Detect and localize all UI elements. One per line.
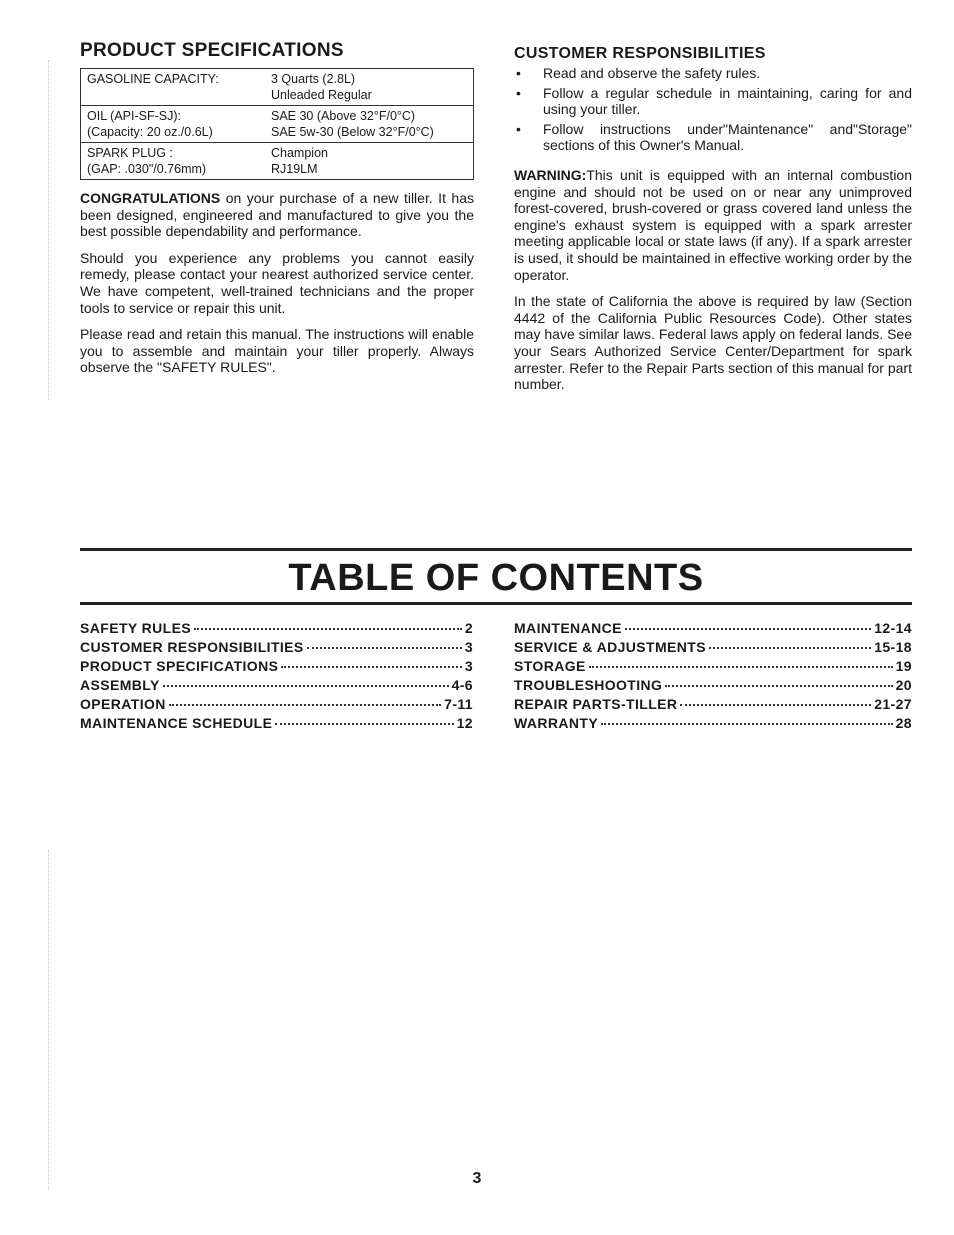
toc-entry-warranty: WARRANTY 28 — [514, 715, 912, 731]
toc-entry-assembly: ASSEMBLY 4-6 — [80, 677, 473, 693]
toc-entry-product-specifications: PRODUCT SPECIFICATIONS 3 — [80, 658, 473, 674]
toc-entry-troubleshooting: TROUBLESHOOTING 20 — [514, 677, 912, 693]
scan-edge-mark — [48, 850, 49, 1190]
specifications-table — [80, 68, 474, 180]
toc-entry-service-adjustments: SERVICE & ADJUSTMENTS 15-18 — [514, 639, 912, 655]
congratulations-paragraph: CONGRATULATIONS on your purchase of a new tiller. It has been designed, engineered and manufactured to give you the best possible dependability and performance. — [80, 190, 474, 240]
table-row — [81, 106, 474, 143]
spec-value: SAE 30 (Above 32°F/0°C) SAE 5w-30 (Below 32°F/0°C) — [265, 106, 474, 143]
toc-right-column — [514, 620, 912, 734]
responsibilities-list — [514, 65, 912, 154]
bullet-icon: • — [516, 84, 521, 101]
toc-entry-maintenance: MAINTENANCE 12-14 — [514, 620, 912, 636]
page-number: 3 — [472, 1170, 482, 1187]
spec-value: Champion RJ19LM — [265, 143, 474, 180]
service-center-paragraph: Should you experience any problems you cannot easily remedy, please contact your nearest authorized service center. We have competent, well-trained technicians and the proper tools to service or repair this unit. — [80, 249, 474, 316]
bullet-icon: • — [516, 120, 521, 137]
toc-entry-repair-parts-tiller: REPAIR PARTS-TILLER 21-27 — [514, 696, 912, 712]
toc-bottom-rule — [80, 602, 912, 605]
toc-entry-safety-rules: SAFETY RULES 2 — [80, 620, 473, 636]
bullet-icon: • — [516, 65, 521, 81]
toc-top-rule — [80, 548, 912, 551]
toc-entry-maintenance-schedule: MAINTENANCE SCHEDULE 12 — [80, 715, 473, 731]
california-law-paragraph: In the state of California the above is required by law (Section 4442 of the California Public Resources Code). Other states may have similar laws. Federal laws apply on federal lands. See your Sears Authorized Service Center/Department for spark arrester. Refer to the Repair Parts section of this manual for part number. — [514, 293, 912, 393]
spec-label: GASOLINE CAPACITY: — [81, 69, 266, 106]
table-row — [81, 143, 474, 180]
toc-entry-storage: STORAGE 19 — [514, 658, 912, 674]
toc-left-column — [80, 620, 473, 734]
toc-entry-operation: OPERATION 7-11 — [80, 696, 473, 712]
toc-title: TABLE OF CONTENTS — [288, 557, 704, 599]
customer-responsibilities-heading: CUSTOMER RESPONSIBILITIES — [514, 45, 766, 62]
toc-entry-customer-responsibilities: CUSTOMER RESPONSIBILITIES 3 — [80, 639, 473, 655]
list-item: • Follow instructions under"Maintenance" and"Storage" sections of this Owner's Manual. — [516, 120, 912, 154]
product-specifications-section — [80, 40, 474, 376]
product-specifications-heading: PRODUCT SPECIFICATIONS — [80, 40, 344, 61]
spec-value: 3 Quarts (2.8L) Unleaded Regular — [265, 69, 474, 106]
list-item: • Follow a regular schedule in maintaining, caring for and using your tiller. — [516, 84, 912, 118]
spec-label: OIL (API-SF-SJ): (Capacity: 20 oz./0.6L) — [81, 106, 266, 143]
list-item: • Read and observe the safety rules. — [516, 65, 761, 81]
table-row — [81, 69, 474, 106]
retain-manual-paragraph: Please read and retain this manual. The instructions will enable you to assemble and maintain your tiller properly. Always observe the "SAFETY RULES". — [80, 326, 474, 376]
customer-responsibilities-section — [514, 40, 912, 393]
scan-edge-mark — [48, 60, 49, 400]
warning-paragraph: WARNING:This unit is equipped with an internal combustion engine and should not be used on or near any unimproved forest-covered, brush-covered or grass covered land unless the engine's exhaust system is equipped with a spark arrester meeting applicable local or state laws (if any). If a spark arrester is used, it should be maintained in effective working order by the operator. — [514, 166, 912, 283]
spec-label: SPARK PLUG : (GAP: .030"/0.76mm) — [81, 143, 266, 180]
